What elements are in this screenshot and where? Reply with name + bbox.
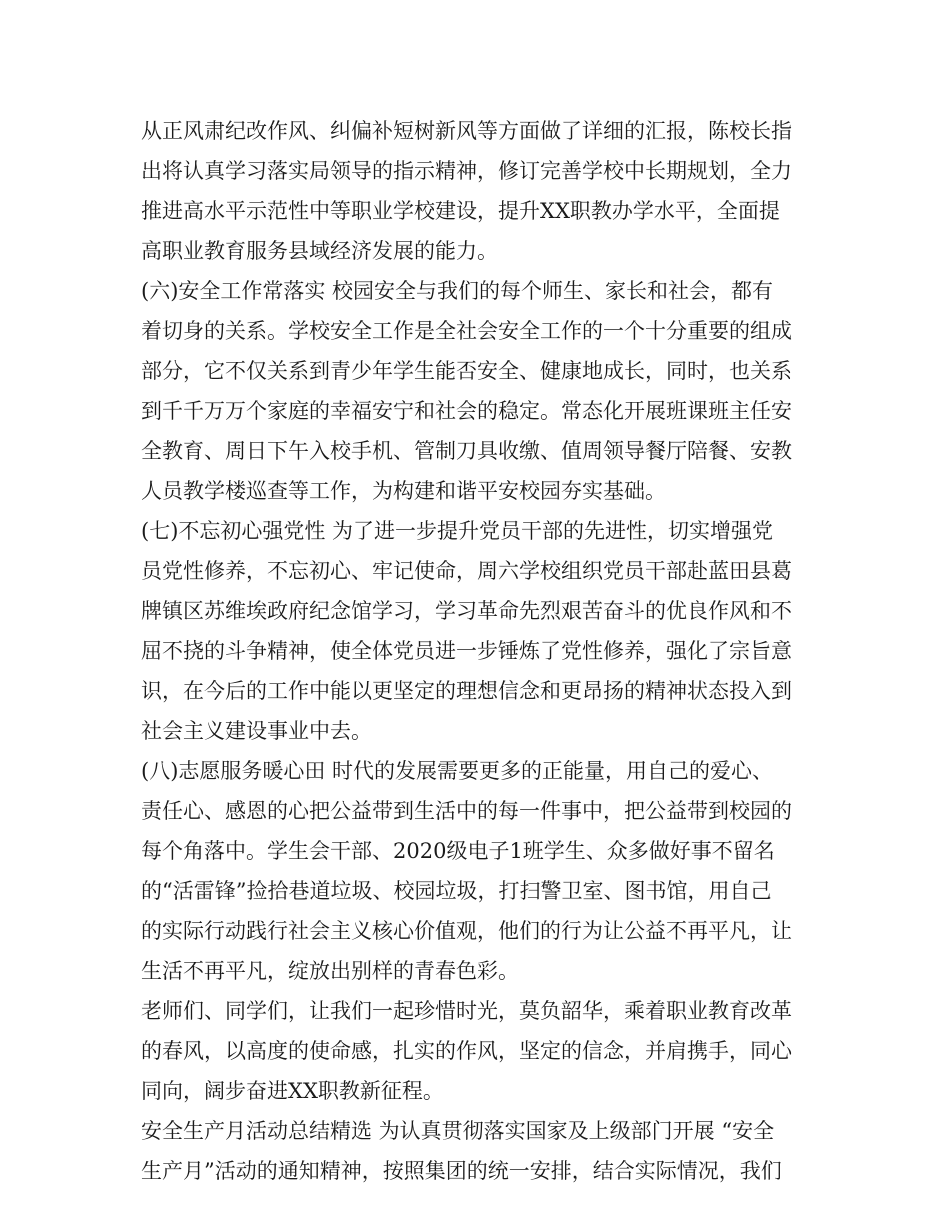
text-line: 生产月”活动的通知精神，按照集团的统一安排，结合实际情况，我们 <box>141 1159 782 1183</box>
text-line: 部分，它不仅关系到青少年学生能否安全、健康地成长，同时，也关系 <box>141 359 792 383</box>
text-line: 生活不再平凡，绽放出别样的青春色彩。 <box>141 959 519 983</box>
text-line: 安全生产月活动总结精选 为认真贯彻落实国家及上级部门开展 “安全 <box>141 1119 775 1143</box>
text-line: 老师们、同学们，让我们一起珍惜时光，莫负韶华，乘着职业教育改革 <box>141 999 792 1023</box>
text-line: 责任心、感恩的心把公益带到生活中的每一件事中，把公益带到校园的 <box>141 799 792 823</box>
text-line: 到千千万万个家庭的幸福安宁和社会的稳定。常态化开展班课班主任安 <box>141 399 792 423</box>
text-line: 全教育、周日下午入校手机、管制刀具收缴、值周领导餐厅陪餐、安教 <box>141 439 792 463</box>
text-line: 识，在今后的工作中能以更坚定的理想信念和更昂扬的精神状态投入到 <box>141 679 792 703</box>
text-line: 的实际行动践行社会主义核心价值观，他们的行为让公益不再平凡，让 <box>141 919 792 943</box>
text-line: 的“活雷锋”捡拾巷道垃圾、校园垃圾，打扫警卫室、图书馆，用自己 <box>141 879 772 903</box>
text-line: 每个角落中。学生会干部、2020级电子1班学生、众多做好事不留名 <box>141 839 775 863</box>
text-line: 出将认真学习落实局领导的指示精神，修订完善学校中长期规划，全力 <box>141 159 792 183</box>
text-line: 员党性修养，不忘初心、牢记使命，周六学校组织党员干部赴蓝田县葛 <box>141 559 792 583</box>
text-line: 推进高水平示范性中等职业学校建设，提升XX职教办学水平，全面提 <box>141 199 780 223</box>
text-line: (八)志愿服务暖心田 时代的发展需要更多的正能量，用自己的爱心、 <box>141 759 774 783</box>
text-line: 的春风，以高度的使命感，扎实的作风，坚定的信念，并肩携手，同心 <box>141 1039 792 1063</box>
text-line: 从正风肃纪改作风、纠偏补短树新风等方面做了详细的汇报，陈校长指 <box>141 119 792 143</box>
text-line: (七)不忘初心强党性 为了进一步提升党员干部的先进性，切实增强党 <box>141 519 774 543</box>
text-line: 人员教学楼巡查等工作，为构建和谐平安校园夯实基础。 <box>141 479 666 503</box>
text-line: 着切身的关系。学校安全工作是全社会安全工作的一个十分重要的组成 <box>141 319 792 343</box>
document-body-text <box>141 111 821 1191</box>
text-line: 同向，阔步奋进XX职教新征程。 <box>141 1079 444 1103</box>
text-line: 屈不挠的斗争精神，使全体党员进一步锤炼了党性修养，强化了宗旨意 <box>141 639 792 663</box>
text-line: 社会主义建设事业中去。 <box>141 719 372 743</box>
text-line: 牌镇区苏维埃政府纪念馆学习，学习革命先烈艰苦奋斗的优良作风和不 <box>141 599 792 623</box>
text-line: (六)安全工作常落实 校园安全与我们的每个师生、家长和社会，都有 <box>141 279 774 303</box>
text-line: 高职业教育服务县域经济发展的能力。 <box>141 239 498 263</box>
